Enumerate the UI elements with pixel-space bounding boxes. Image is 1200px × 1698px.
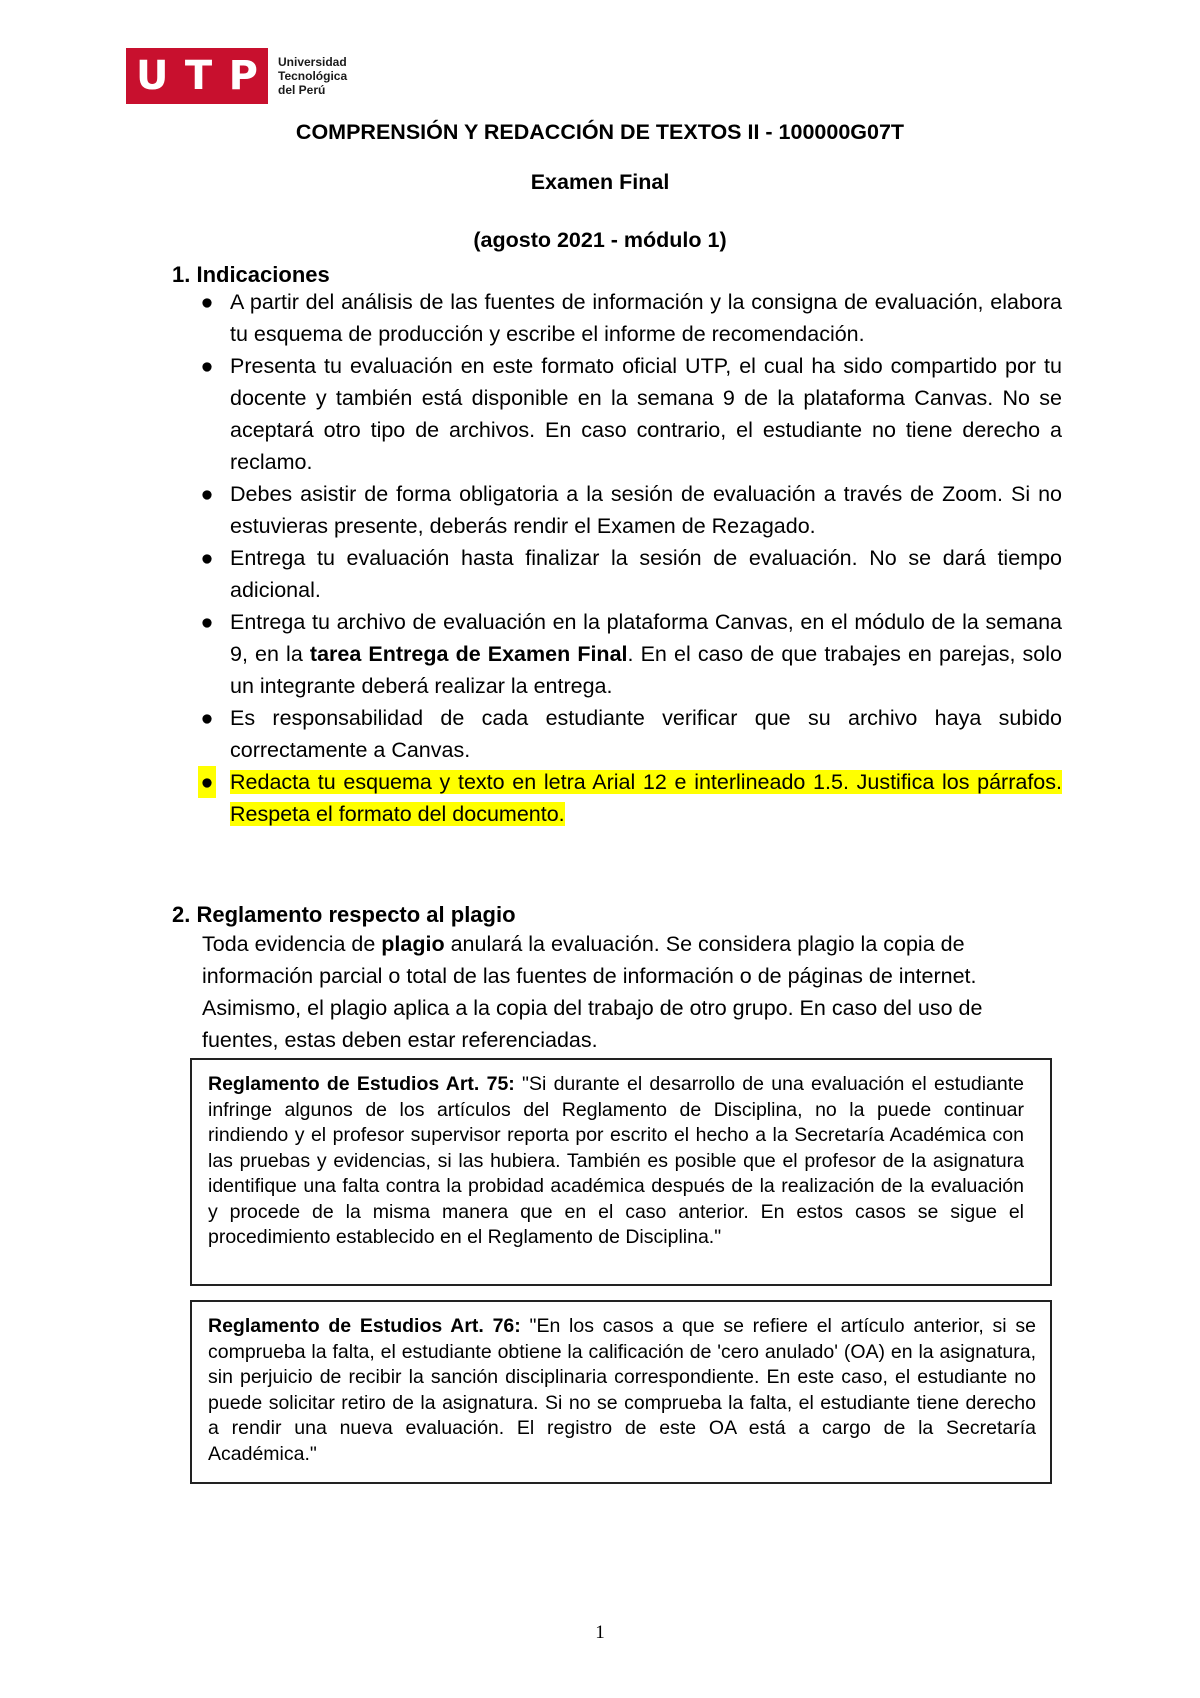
bullet-icon: ●: [200, 706, 214, 730]
list-item-text: Debes asistir de forma obligatoria a la sesión de evaluación a través de Zoom. Si no estuvieras presente, deberás rendir el Examen de Rezagado.: [230, 482, 1062, 538]
bullet-icon: ●: [200, 354, 214, 378]
section-indicaciones-heading: 1. Indicaciones: [172, 262, 330, 287]
regulation-text: "Si durante el desarrollo de una evaluación el estudiante infringe algunos de los artículos del Reglamento de Disciplina, no la puede continuar rindiendo y el profesor supervisor reporta por escrito el hecho a la Secretaría Académica con las pruebas y evidencias, si las hubiera. También es posible que el profesor de la asignatura identifique una falta contra la probidad académica después de la realización de la evaluación y procede de la misma manera que en el caso anterior. En estos casos se sigue el procedimiento establecido en el Reglamento de Disciplina.": [208, 1073, 1024, 1248]
list-item-text: Es responsabilidad de cada estudiante verificar que su archivo haya subido correctamente a Canvas.: [230, 706, 1062, 762]
logo-line-1: Universidad: [278, 55, 347, 69]
list-item: [198, 286, 1062, 350]
exam-title: Examen Final: [530, 170, 670, 194]
utp-logo-mark: [126, 48, 268, 104]
regulation-label: Reglamento de Estudios Art. 76:: [208, 1315, 521, 1337]
indicaciones-list: [198, 286, 1062, 830]
logo-letter-t: T: [184, 53, 213, 99]
bullet-icon: ●: [198, 766, 216, 798]
list-item: [198, 350, 1062, 478]
list-item-text: Presenta tu evaluación en este formato oficial UTP, el cual ha sido compartido por tu docente y también está disponible en la semana 9 de la plataforma Canvas. No se aceptará otro tipo de archivos. En caso contrario, el estudiante no tiene derecho a reclamo.: [230, 354, 1062, 474]
list-item: [198, 702, 1062, 766]
bullet-icon: ●: [200, 546, 214, 570]
list-item: [198, 606, 1062, 702]
list-item-bold-task: tarea Entrega de Examen Final: [309, 642, 628, 666]
page-number: 1: [595, 1622, 605, 1643]
section-plagio-heading: 2. Reglamento respecto al plagio: [172, 902, 516, 927]
logo-letter-u: U: [136, 53, 169, 99]
course-title: COMPRENSIÓN Y REDACCIÓN DE TEXTOS II - 100000G07T: [295, 120, 905, 144]
bullet-icon: ●: [200, 610, 214, 634]
list-item-text-end: . En el caso de que trabajes en parejas, solo un integrante deberá realizar la entrega.: [230, 642, 1062, 698]
logo-line-3: del Perú: [278, 83, 326, 97]
regulation-label: Reglamento de Estudios Art. 75:: [208, 1073, 515, 1095]
plagio-paragraph: [202, 928, 1064, 1056]
bullet-icon: ●: [200, 290, 214, 314]
plagio-bold-word: plagio: [381, 932, 445, 956]
plagio-text-start: Toda evidencia de: [202, 932, 382, 956]
highlighted-text: Redacta tu esquema y texto en letra Arial 12 e interlineado 1.5. Justifica los párrafos. Respeta el formato del documento.: [230, 770, 1062, 826]
exam-period: (agosto 2021 - módulo 1): [473, 228, 727, 252]
logo-line-2: Tecnológica: [278, 69, 348, 83]
regulation-text: "En los casos a que se refiere el artículo anterior, si se comprueba la falta, el estudiante obtiene la calificación de 'cero anulado' (OA) en la asignatura, sin perjuicio de recibir la sanción disciplinaria correspondiente. En este caso, el estudiante no puede solicitar retiro de la asignatura. Si no se comprueba la falta, el estudiante tiene derecho a rendir una nueva evaluación. El registro de este OA está a cargo de la Secretaría Académica.": [208, 1315, 1036, 1465]
list-item: [198, 542, 1062, 606]
list-item: [198, 478, 1062, 542]
plagio-text-end: anulará la evaluación. Se considera plagio la copia de información parcial o total de las fuentes de información o de páginas de internet. Asimismo, el plagio aplica a la copia del trabajo de otro grupo. En caso del uso de fuentes, estas deben estar referenciadas.: [202, 932, 983, 1052]
logo-letter-p: P: [228, 53, 258, 99]
regulation-box-art-75: [190, 1058, 1052, 1286]
list-item-highlighted: [198, 766, 1062, 830]
list-item-text-start: Entrega tu archivo de evaluación en la plataforma Canvas, en el módulo de la semana 9, en la: [230, 610, 1062, 666]
regulation-paragraph: [208, 1314, 1036, 1467]
bullet-icon: ●: [200, 482, 214, 506]
list-item-text: Entrega tu evaluación hasta finalizar la sesión de evaluación. No se dará tiempo adicional.: [230, 546, 1062, 602]
utp-logo: [126, 48, 347, 104]
logo-wordmark: [278, 55, 347, 97]
regulation-box-art-76: [190, 1300, 1052, 1484]
list-item-text: A partir del análisis de las fuentes de información y la consigna de evaluación, elabora tu esquema de producción y escribe el informe de recomendación.: [230, 290, 1062, 346]
regulation-paragraph: [208, 1072, 1024, 1251]
